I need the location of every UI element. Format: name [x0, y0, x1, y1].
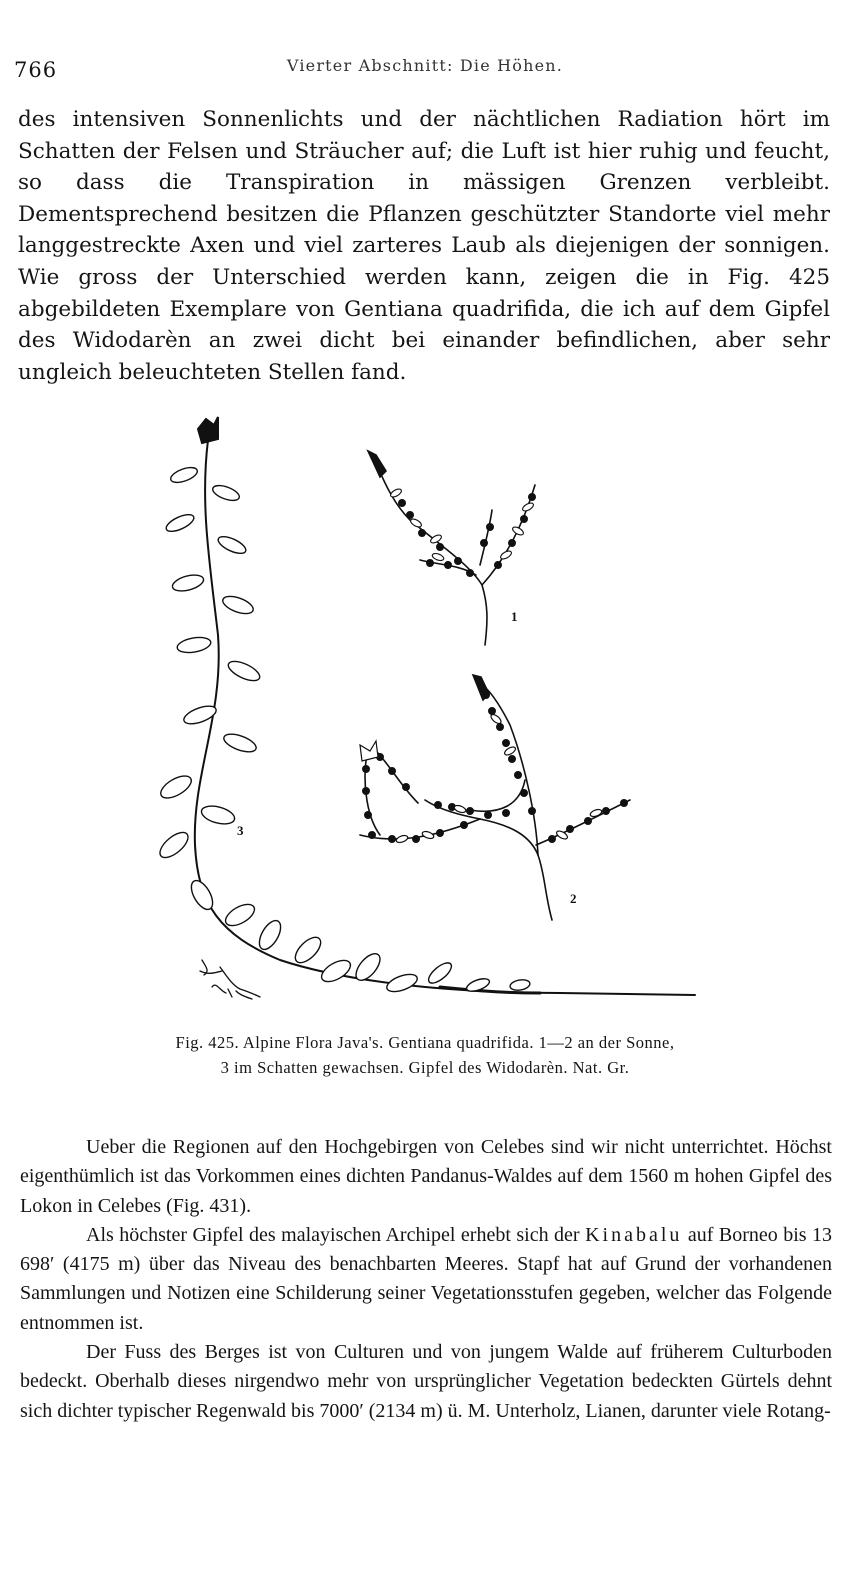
specimen-label-2: 2 [570, 891, 577, 906]
paragraph-kinabalu-rest: auf Borneo bis 13 698′ (4175 m) über das Niveau des benachbarten Meeres. Stapf hat auf Grund der vorhandenen Sammlungen und Notizen eine Schilderung seiner Vegetationsstufen gegeben, welcher das Folgende entnommen ist. [20, 1223, 833, 1334]
paragraph-kinabalu [20, 1221, 832, 1338]
specimen-3-flower [198, 417, 218, 443]
figure-caption [0, 1030, 850, 1080]
running-header: Vierter Abschnitt: Die Höhen. [286, 56, 564, 75]
gentiana-illustration [140, 415, 710, 1015]
caption-line-2: 3 im Schatten gewachsen. Gipfel des Widodarèn. Nat. Gr. [220, 1058, 630, 1077]
kinabalu-emphasis: Kinabalu [585, 1223, 683, 1246]
specimen-3-leaves [156, 465, 531, 995]
specimen-3-stem [195, 440, 695, 995]
paragraph-celebes: Ueber die Regionen auf den Hochgebirgen von Celebes sind wir nicht unterrichtet. Höchst eigenthümlich ist das Vorkommen eines dichten Pandanus-Waldes auf dem 1560 m hohen Gipfel des Lokon in Celebes (Fig. 431). [20, 1136, 832, 1217]
body-text [20, 1133, 832, 1426]
paragraph-berg-fuss: Der Fuss des Berges ist von Culturen und von jungem Walde auf früherem Culturboden bedeckt. Oberhalb dieses nirgendwo mehr von ursprünglicher Vegetation bedeckten Gürtels dehnt sich dichter typischer Regenwald bis 7000′ (2134 m) ü. M. Unterholz, Lianen, darunter viele Rotang- [20, 1341, 832, 1422]
artist-signature [200, 960, 260, 999]
specimen-label-1: 1 [511, 609, 518, 624]
specimen-2 [360, 675, 630, 920]
page-number: 766 [14, 58, 58, 82]
intro-paragraph: des intensiven Sonnenlichts und der nächtlichen Radiation hört im Schatten der Felsen und Sträucher auf; die Luft ist hier ruhig und feucht, so dass die Transpiration in mässigen Grenzen verbleibt. Dementsprechend besitzen die Pflanzen geschützter Standorte viel mehr langgestreckte Axen und viel zarteres Laub als diejenigen der sonnigen. Wie gross der Unterschied werden kann, zeigen die in Fig. 425 abgebildeten Exemplare von Gentiana quadrifida, die ich auf dem Gipfel des Widodarèn an zwei dicht bei einander befindlichen, aber sehr ungleich beleuchteten Stellen fand. [18, 107, 830, 385]
specimen-label-3: 3 [237, 823, 244, 838]
caption-line-1: Fig. 425. Alpine Flora Java's. Gentiana quadrifida. 1—2 an der Sonne, [175, 1033, 675, 1052]
paragraph-kinabalu-start: Als höchster Gipfel des malayischen Archipel erhebt sich der [86, 1223, 580, 1246]
